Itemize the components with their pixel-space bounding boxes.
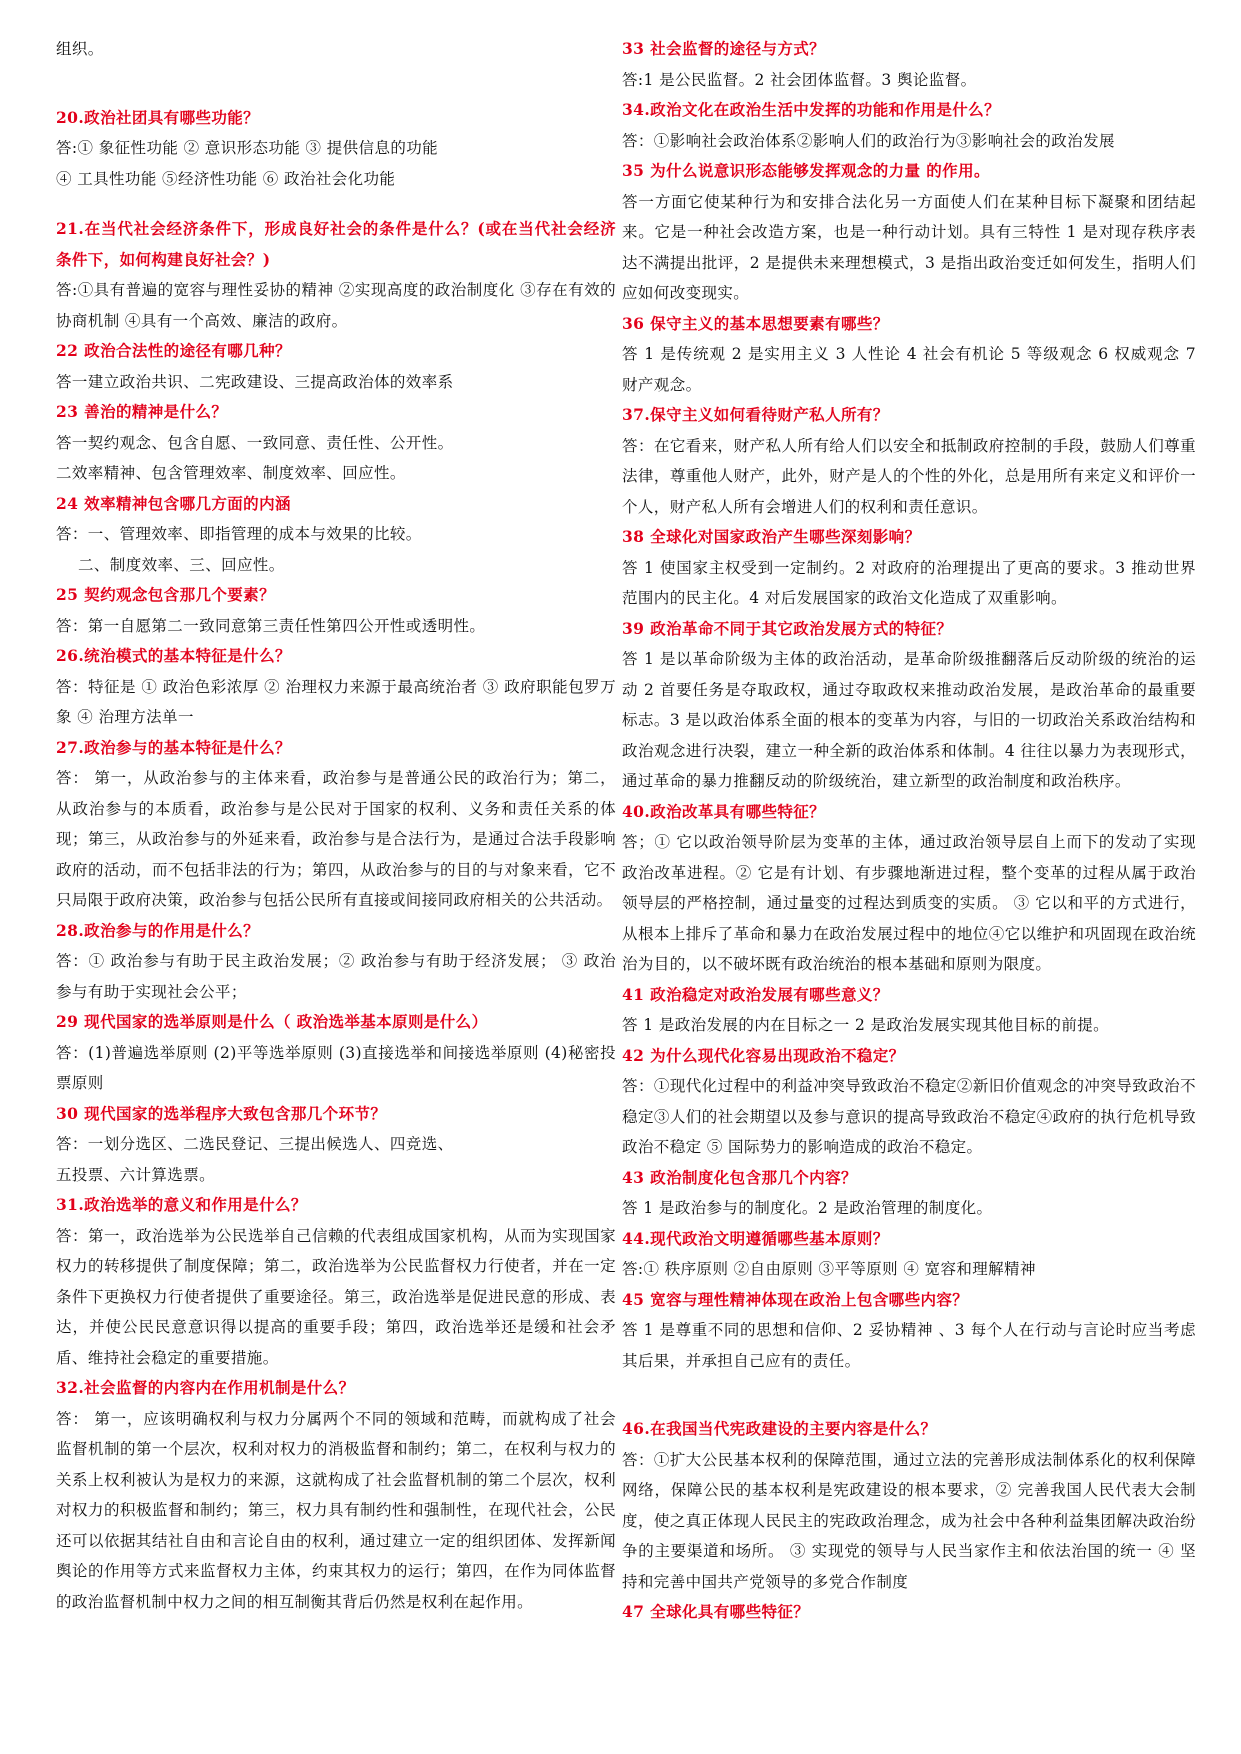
answer-24-cont: 二、制度效率、三、回应性。 (78, 555, 285, 574)
answer-20: 答:① 象征性功能 ② 意识形态功能 ③ 提供信息的功能 (56, 139, 439, 157)
answer-38: 答 1 使国家主权受到一定制约。2 对政府的治理提出了更高的要求。3 推动世界范围内的民主化。4 对后发展国家的政治文化造成了双重影响。 (622, 558, 1196, 607)
answer-32: 答： 第一，应该明确权利与权力分属两个不同的领域和范畴，而就构成了社会监督机制的第一个层次，权利对权力的消极监督和制约；第二，在权利与权力的关系上权利被认为是权力的来源，这就构成了社会监督机制的第二个层次，权利对权力的积极监督和制约；第三，权力具有制约性和强制性，在现代社会，公民还可以依据其结社自由和言论自由的权利，通过建立一定的组织团体、发挥新闻舆论的作用等方式来监督权力主体，约束其权力的运行；第四，在作为同体监督的政治监督机制中权力之间的相互制衡其背后仍然是权利在起作用。 (56, 1409, 616, 1611)
answer-44: 答:① 秩序原则 ②自由原则 ③平等原则 ④ 宽容和理解精神 (622, 1260, 1036, 1278)
question-46: 46.在我国当代宪政建设的主要内容是什么？ (622, 1419, 937, 1438)
question-20: 20.政治社团具有哪些功能？ (56, 107, 260, 127)
question-34: 34.政治文化在政治生活中发挥的功能和作用是什么？ (622, 100, 1000, 119)
answer-42: 答：①现代化过程中的利益冲突导致政治不稳定②新旧价值观念的冲突导致政治不稳定③人们的社会期望以及参与意识的提高导致政治不稳定④政府的执行危机导致政治不稳定 ⑤ 国际势力的影响造成的政治不稳定。 (622, 1077, 1196, 1156)
answer-34: 答：①影响社会政治体系②影响人们的政治行为③影响社会的政治发展 (622, 131, 1115, 150)
answer-39: 答 1 是以革命阶级为主体的政治活动，是革命阶级推翻落后反动阶级的统治的运动 2 首要任务是夺取政权，通过夺取政权来推动政治发展，是政治革命的最重要标志。3 是以政治体系全面的根本的变革为内容，与旧的一切政治关系政治结构和政治观念进行决裂，建立一种全新的政治体系和体制。4 往往以暴力为表现形式，通过革命的暴力推翻反动的阶级统治，建立新型的政治制度和政治秩序。 (622, 650, 1196, 790)
answer-26: 答：特征是 ① 政治色彩浓厚 ② 治理权力来源于最高统治者 ③ 政府职能包罗万象 ④ 治理方法单一 (56, 677, 616, 726)
spacer (56, 194, 616, 214)
question-24: 24 效率精神包含哪几方面的内涵 (56, 493, 291, 513)
question-29: 29 现代国家的选举原则是什么（ 政治选举基本原则是什么） (56, 1012, 488, 1031)
question-43: 43 政治制度化包含那几个内容？ (622, 1167, 857, 1187)
answer-25: 答：第一自愿第二一致同意第三责任性第四公开性或透明性。 (56, 616, 486, 635)
question-47: 47 全球化具有哪些特征？ (622, 1602, 810, 1621)
question-38: 38 全球化对国家政治产生哪些深刻影响？ (622, 527, 921, 546)
answer-45: 答 1 是尊重不同的思想和信仰、2 妥协精神 、3 每个人在行动与言论时应当考虑其后果，并承担自己应有的责任。 (622, 1321, 1196, 1370)
answer-23-cont: 二效率精神、包含管理效率、制度效率、回应性。 (56, 464, 406, 482)
spacer (622, 1376, 1196, 1414)
answer-36: 答 1 是传统观 2 是实用主义 3 人性论 4 社会有机论 5 等级观念 6 权威观念 7 财产观念。 (622, 345, 1196, 394)
question-39: 39 政治革命不同于其它政治发展方式的特征？ (622, 618, 953, 638)
question-28: 28.政治参与的作用是什么？ (56, 920, 260, 940)
question-37: 37.保守主义如何看待财产私人所有？ (622, 405, 889, 424)
question-40: 40.政治改革具有哪些特征？ (622, 801, 826, 821)
answer-31: 答：第一，政治选举为公民选举自己信赖的代表组成国家机构，从而为实现国家权力的转移提供了制度保障；第二，政治选举为公民监督权力行使者，并在一定条件下更换权力行使者提供了重要途径。第三，政治选举是促进民意的形成、表达，并使公民民意意识得以提高的重要手段；第四，政治选举还是缓和社会矛盾、维持社会稳定的重要措施。 (56, 1226, 616, 1367)
question-21: 21.在当代社会经济条件下，形成良好社会的条件是什么？(或在当代社会经济条件下，如何构建良好社会？) (56, 219, 616, 269)
spacer (56, 65, 616, 103)
answer-text: 组织。 (56, 40, 104, 58)
answer-41: 答 1 是政治发展的内在目标之一 2 是政治发展实现其他目标的前提。 (622, 1016, 1110, 1034)
question-26: 26.统治模式的基本特征是什么？ (56, 646, 291, 665)
answer-24: 答：一、管理效率、即指管理的成本与效果的比较。 (56, 525, 422, 543)
question-44: 44.现代政治文明遵循哪些基本原则？ (622, 1228, 889, 1248)
question-42: 42 为什么现代化容易出现政治不稳定？ (622, 1045, 905, 1065)
question-32: 32.社会监督的内容内在作用机制是什么？ (56, 1378, 355, 1397)
question-22: 22 政治合法性的途径有哪几种？ (56, 341, 291, 360)
answer-21: 答:①具有普遍的宽容与理性妥协的精神 ②实现高度的政治制度化 ③存在有效的协商机制 ④具有一个高效、廉洁的政府。 (56, 281, 616, 330)
answer-22: 答一建立政治共识、二宪政建设、三提高政治体的效率系 (56, 372, 454, 391)
question-45: 45 宽容与理性精神体现在政治上包含哪些内容？ (622, 1289, 969, 1309)
question-41: 41 政治稳定对政治发展有哪些意义？ (622, 984, 889, 1004)
answer-46: 答：①扩大公民基本权利的保障范围，通过立法的完善形成法制体系化的权利保障网络，保障公民的基本权利是宪政建设的根本要求，② 完善我国人民代表大会制度，使之真正体现人民民主的宪政政治理念，成为社会中各种利益集团解决政治纷争的主要渠道和场所。 ③ 实现党的领导与人民当家作主和依法治国的统一 ④ 坚持和完善中国共产党领导的多党合作制度 (622, 1450, 1196, 1591)
question-27: 27.政治参与的基本特征是什么？ (56, 737, 291, 757)
answer-30-cont: 五投票、六计算选票。 (56, 1165, 216, 1184)
question-30: 30 现代国家的选举程序大致包含那几个环节？ (56, 1103, 387, 1123)
right-column (622, 34, 1196, 1628)
answer-40: 答；① 它以政治领导阶层为变革的主体，通过政治领导层自上而下的发动了实现政治改革进程。② 它是有计划、有步骤地渐进过程，整个变革的过程从属于政治领导层的严格控制，通过量变的过程达到质变的实质。 ③ 它以和平的方式进行，从根本上排斥了革命和暴力在政治发展过程中的地位④它以维护和巩固现在政治统治为目的，以不破坏既有政治统治的根本基础和原则为限度。 (622, 833, 1196, 973)
question-36: 36 保守主义的基本思想要素有哪些？ (622, 313, 889, 333)
answer-30: 答：一划分选区、二选民登记、三提出候选人、四竞选、 (56, 1135, 454, 1153)
answer-23: 答一契约观念、包含自愿、一致同意、责任性、公开性。 (56, 433, 454, 452)
question-25: 25 契约观念包含那几个要素？ (56, 585, 275, 604)
answer-28: 答：① 政治参与有助于民主政治发展；② 政治参与有助于经济发展； ③ 政治参与有助于实现社会公平； (56, 952, 616, 1001)
answer-35: 答一方面它使某种行为和安排合法化另一方面使人们在某种目标下凝聚和团结起来。它是一种社会改造方案，也是一种行动计划。具有三特性 1 是对现存秩序表达不满提出批评，2 是提供未来理想模式，3 是指出政治变迁如何发生，指明人们应如何改变现实。 (622, 192, 1196, 302)
question-35: 35 为什么说意识形态能够发挥观念的力量 的作用。 (622, 161, 990, 180)
answer-37: 答：在它看来，财产私人所有给人们以安全和抵制政府控制的手段，鼓励人们尊重法律，尊重他人财产，此外，财产是人的个性的外化，总是用所有来定义和评价一个人，财产私人所有会增进人们的权利和责任意识。 (622, 436, 1196, 516)
question-33: 33 社会监督的途径与方式？ (622, 39, 826, 58)
answer-20-cont: ④ 工具性功能 ⑤经济性功能 ⑥ 政治社会化功能 (56, 169, 396, 188)
question-31: 31.政治选举的意义和作用是什么？ (56, 1195, 307, 1214)
answer-43: 答 1 是政治参与的制度化。2 是政治管理的制度化。 (622, 1199, 993, 1217)
answer-33: 答:1 是公民监督。2 社会团体监督。3 舆论监督。 (622, 70, 977, 89)
answer-29: 答：(1)普遍选举原则 (2)平等选举原则 (3)直接选举和间接选举原则 (4)秘密投票原则 (56, 1043, 616, 1092)
answer-27: 答： 第一，从政治参与的主体来看，政治参与是普通公民的政治行为；第二，从政治参与的本质看，政治参与是公民对于国家的权利、义务和责任关系的体现；第三，从政治参与的外延来看，政治参与是合法行为，是通过合法手段影响政府的活动，而不包括非法的行为；第四，从政治参与的目的与对象来看，它不只局限于政府决策，政治参与包括公民所有直接或间接同政府相关的公共活动。 (56, 769, 616, 909)
question-23: 23 善治的精神是什么？ (56, 402, 228, 421)
left-column (56, 34, 616, 1617)
